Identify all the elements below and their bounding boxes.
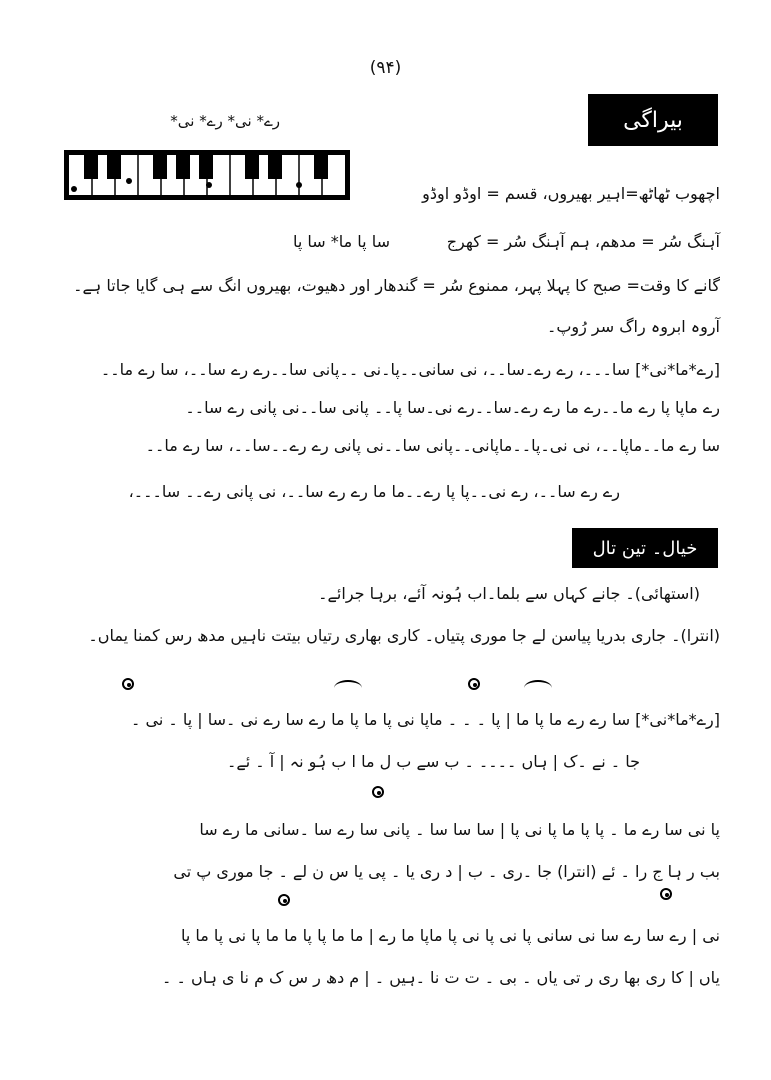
page-number: (۹۴) [369,58,402,78]
notation-line-6: یاں | کا ری بھا ری ر تی یاں ۔ بی ۔ ت ت نا ۔ہیں ۔ | م دھ ر س ک م نا ی ہاں ۔ ۔ [162,968,720,987]
notation-line-4: بب ر ہا ج را ۔ ئے (انترا) جا ۔ری ۔ ب | د ری یا ۔ پی یا س ن لے ۔ جا موری پ تی [173,862,720,881]
section-title-box: خیال۔ تین تال [572,528,718,568]
khali-arc-1 [334,680,362,696]
khali-arc-2 [524,680,552,696]
aroh-avroh-heading: آروہ ابروہ راگ سر رُوپ۔ [546,317,720,336]
sthai-line: (استھائی)۔ جانے کہاں سے بلما۔اب ہُونہ آئے، برہا جرائے۔ [318,584,700,603]
sam-mark-5 [660,888,672,900]
top-notes: رے* نی* رے* نی* [170,112,280,130]
keyboard-diagram [64,150,350,200]
antra-line: (انترا)۔ جاری بدریا پیاسن لے جا موری پتیاں۔ کاری بھاری رتیاں بیتت ناہیں مدھ رس کمنا یماں۔ [88,626,720,645]
sam-mark-3 [372,786,384,798]
sam-mark-2 [468,678,480,690]
keyboard-keys [69,155,345,195]
notation-line-2: جا ۔ نے ۔ک | ہاں ۔۔۔۔ ۔ ب سے ب ل ما ا ب ہُو نہ | آ ۔ ئے۔ [226,752,640,771]
sam-mark-4 [278,894,290,906]
thaat-line: اچھوب ٹھاٹھ=اہیر بھیروں، قسم = اوڈو اوڈو [422,184,720,203]
raga-title-box: بیراگی [588,94,718,146]
notation-line-3: پا نی سا رے ما ۔ پا پا ما پا نی پا | سا سا سا ۔ پانی سا رے سا ۔سانی ما رے سا [199,820,720,839]
aroh-line-3: سا رے ما۔۔ماپا۔۔، نی نی۔پا۔۔ماپانی۔۔پانی سا۔۔نی پانی رے رے۔۔سا۔۔، سا رے ما۔۔ [145,436,720,455]
ahang-notes: سا پا ما* سا پا [292,232,390,251]
notation-line-1: [رے*ما*نی*] سا رے رے ما پا ما | پا ۔ ۔ ۔ ماپا نی پا ما پا ما رے سا رے نی ۔سا | پا ۔ نی ۔ [131,710,720,729]
notation-line-5: نی | رے سا رے سا نی سانی پا نی پا نی پا ماپا ما رے | ما ما پا پا ما ما پا نی پا ما پا [180,926,720,945]
ahang-line: آہنگ سُر = مدھم، ہم آہنگ سُر = کھرج [446,232,720,251]
time-line: گانے کا وقت= صبح کا پہلا پہر، ممنوع سُر = گندھار اور دھیوت، بھیروں انگ سے ہی گایا جاتا ہے۔ [73,276,720,295]
aroh-line-2: رے ماپا پا رے ما۔۔رے ما رے رے۔سا۔۔رے نی۔سا پا۔۔ پانی سا۔۔نی پانی رے سا۔۔ [185,398,720,417]
aroh-line-1: [رے*ما*نی*] سا۔۔۔، رے رے۔سا۔۔، نی سانی۔۔پا۔نی ۔۔پانی سا۔۔رے رے سا۔۔، سا رے ما۔۔ [100,360,720,379]
sam-mark-1 [122,678,134,690]
aroh-line-4: رے رے سا۔۔، رے نی۔۔پا پا رے۔۔ما ما رے رے سا۔۔، نی پانی رے۔۔ سا۔۔۔، [128,482,620,501]
